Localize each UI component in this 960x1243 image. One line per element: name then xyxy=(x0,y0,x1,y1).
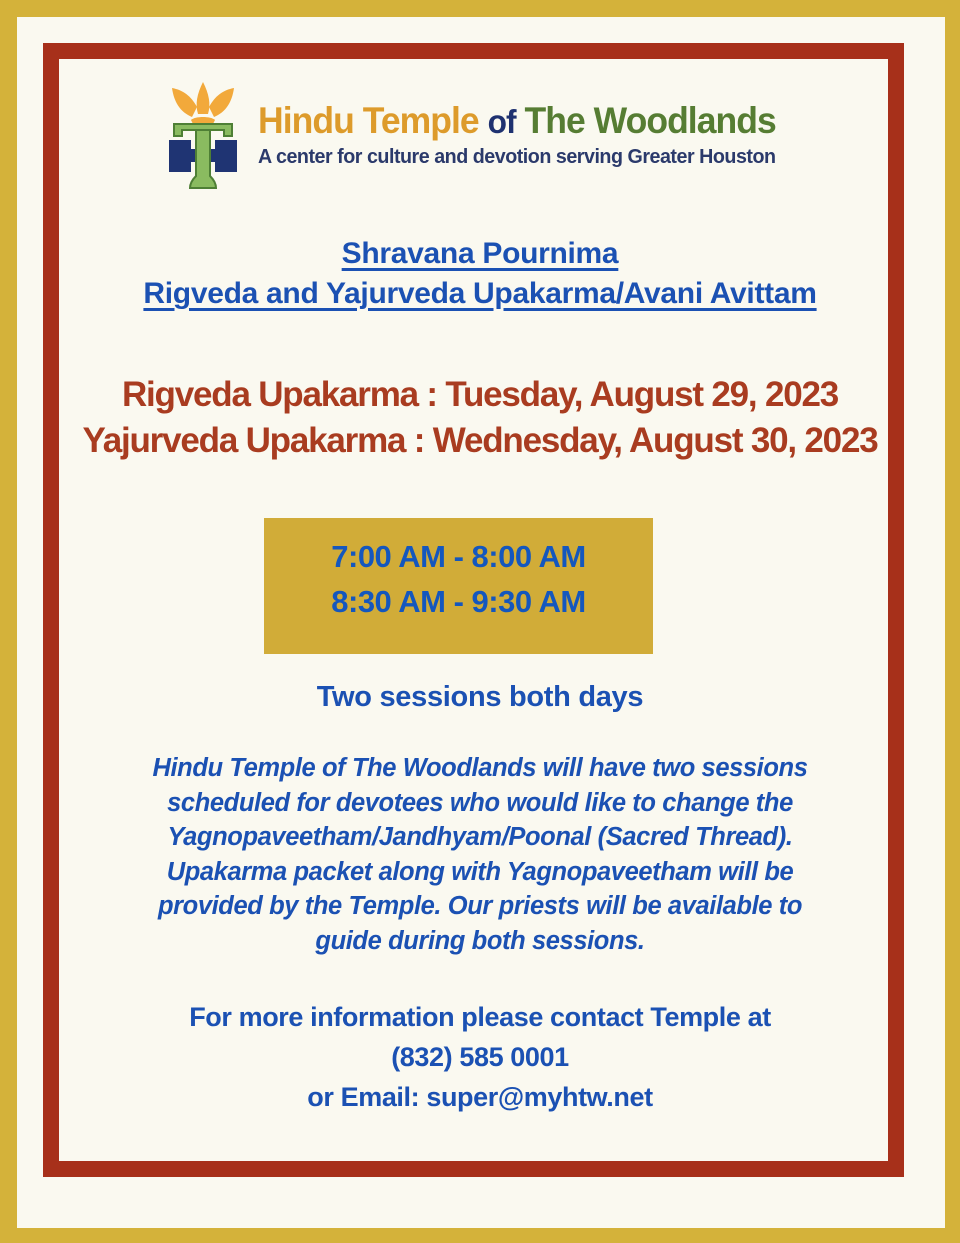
description-line: guide during both sessions. xyxy=(315,926,645,955)
contact-info xyxy=(80,997,880,1117)
temple-tagline: A center for culture and devotion serving Greater Houston xyxy=(258,145,776,169)
temple-name xyxy=(258,101,776,142)
description-line: Hindu Temple of The Woodlands will have two sessions xyxy=(152,754,808,782)
lotus-th-monogram-icon xyxy=(162,80,244,190)
rigveda-date-line: Rigveda Upakarma : Tuesday, August 29, 2023 xyxy=(121,375,839,414)
sessions-note: Two sessions both days xyxy=(316,681,644,713)
event-heading xyxy=(0,234,960,314)
event-heading-line2: Rigveda and Yajurveda Upakarma/Avani Avittam xyxy=(143,277,817,310)
description-line: Yagnopaveetham/Jandhyam/Poonal (Sacred Thread). xyxy=(167,823,793,851)
session-time-2: 8:30 AM - 9:30 AM xyxy=(331,584,586,619)
session-time-1: 7:00 AM - 8:00 AM xyxy=(331,539,586,574)
contact-email: or Email: super@myhtw.net xyxy=(307,1082,653,1112)
event-description xyxy=(80,751,880,958)
contact-phone: (832) 585 0001 xyxy=(391,1042,569,1072)
temple-logo-text xyxy=(258,101,797,170)
temple-name-part3: The Woodlands xyxy=(524,99,777,141)
temple-name-part2: of xyxy=(487,102,516,140)
description-line: provided by the Temple. Our priests will be available to xyxy=(157,892,803,920)
event-heading-line1: Shravana Pournima xyxy=(341,237,619,270)
yajurveda-date-line: Yajurveda Upakarma : Wednesday, August 30, 2023 xyxy=(82,421,878,460)
temple-name-part1: Hindu Temple xyxy=(258,99,479,141)
contact-intro: For more information please contact Temple at xyxy=(189,1002,771,1032)
description-line: scheduled for devotees who would like to change the xyxy=(167,788,793,817)
event-dates xyxy=(0,372,960,464)
session-times-box xyxy=(264,518,653,654)
temple-logo xyxy=(0,80,960,190)
description-line: Upakarma packet along with Yagnopaveetham will be xyxy=(166,857,794,886)
temple-logo-icon xyxy=(162,80,244,190)
